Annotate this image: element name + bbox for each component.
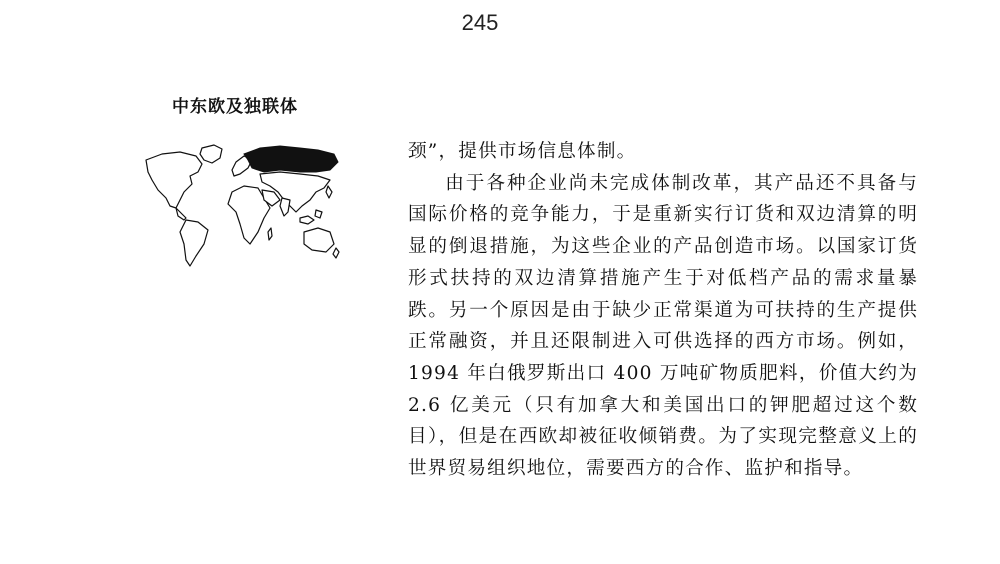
world-map-icon [140,140,340,270]
paragraph-main: 由于各种企业尚未完成体制改革，其产品还不具备与国际价格的竞争能力，于是重新实行订货和双边清算的明显的倒退措施，为这些企业的产品创造市场。以国家订货形式扶持的双边清算措施产生于对低档产品的需求量暴跌。另一个原因是由于缺少正常渠道为可扶持的生产提供正常融资，并且还限制进入可供选择的西方市场。例如，1994 年白俄罗斯出口 400 万吨矿物质肥料，价值大约为 2.6 亿美元（只有加拿大和美国出口的钾肥超过这个数目），但是在西欧却被征收倾销费。为了实现完整意义上的世界贸易组织地位，需要西方的合作、监护和指导。 [408,172,918,480]
region-title: 中东欧及独联体 [172,97,298,117]
page-number: 245 [461,10,499,35]
paragraph-continuation: 颈”，提供市场信息体制。 [408,141,637,162]
body-text [408,136,918,485]
highlighted-region [244,146,338,172]
